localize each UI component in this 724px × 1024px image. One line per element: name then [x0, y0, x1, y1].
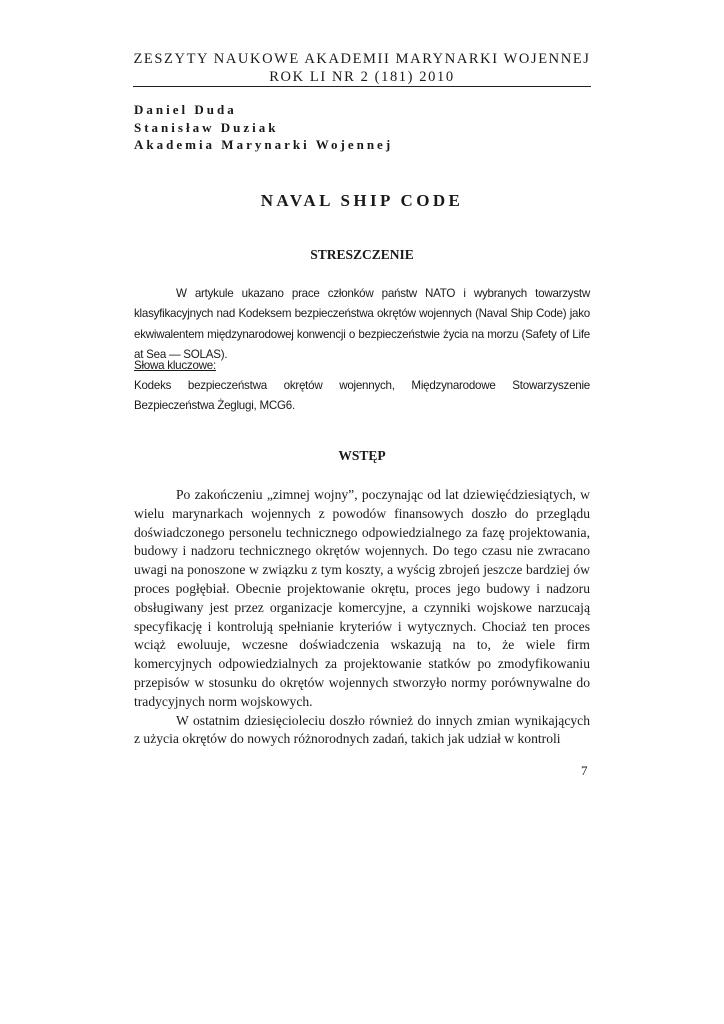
abstract-heading: STRESZCZENIE	[310, 247, 414, 262]
page-number: 7	[581, 763, 588, 778]
keywords-label: Słowa kluczowe:	[134, 359, 216, 372]
author-block	[134, 101, 393, 154]
keywords-text: Kodeks bezpieczeństwa okrętów wojennych, Międzynarodowe Stowarzyszenie Bezpieczeństwa Żeglugi, MCG6.	[134, 379, 590, 413]
paper-title: NAVAL SHIP CODE	[260, 191, 464, 210]
introduction-body	[134, 486, 590, 749]
author-name: Stanisław Duziak	[134, 119, 279, 135]
body-paragraph: Po zakończeniu „zimnej wojny”, poczynając od lat dziewięćdziesiątych, w wielu marynarkach wojennych z powodów finansowych doszło do przeglądu doświadczonego personelu technicznego odpowiedzialnego za fazę projektowania, budowy i nadzoru technicznego okrętów wojennych. Do tego czasu nie zwracano uwagi na ponoszone w związku z tym koszty, a wyścig zbrojeń jeszcze bardziej ów proces pogłębiał. Obecnie projektowanie okrętu, proces jego budowy i nadzoru obsługiwany jest przez organizacje komercyjne, a czynniki wojskowe narzucają specyfikację i kontrolują spełnianie kryteriów i wytycznych. Chociaż ten proces wciąż ewoluuje, wczesne doświadczenia wskazują na to, że wiele firm komercyjnych odpowiedzialnych za projektowanie statków po zmodyfikowaniu przepisów w stosunku do okrętów wojennych stworzyło normy porównywalne do tradycyjnych norm wojskowych.	[134, 487, 590, 709]
author-affiliation: Akademia Marynarki Wojennej	[134, 137, 394, 152]
introduction-heading: WSTĘP	[338, 448, 386, 463]
journal-title: ZESZYTY NAUKOWE AKADEMII MARYNARKI WOJENNEJ	[133, 51, 591, 67]
journal-header	[0, 50, 724, 86]
abstract-text: W artykule ukazano prace członków państw NATO i wybranych towarzystw klasyfikacyjnych nad Kodeksem bezpieczeństwa okrętów wojennych (Naval Ship Code) jako ekwiwalentem międzynarodowej konwencji o bezpieczeństwie życia na morzu (Safety of Life at Sea — SOLAS).	[134, 287, 590, 362]
header-divider	[133, 86, 591, 87]
body-paragraph: W ostatnim dziesięcioleciu doszło również do innych zmian wynikających z użycia okrętów do nowych różnorodnych zadań, takich jak udział w kontroli	[134, 712, 590, 747]
author-name: Daniel Duda	[134, 102, 237, 117]
journal-issue: ROK LI NR 2 (181) 2010	[269, 69, 455, 85]
